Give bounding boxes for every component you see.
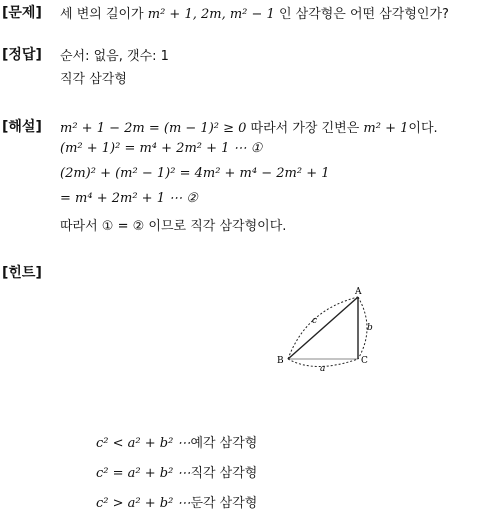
solution-line-1 [60,117,438,136]
solution-line-3: (2m)² + (m² − 1)² = 4m² + m⁴ − 2m² + 1 [60,166,330,181]
problem-text-after: 인 삼각형은 어떤 삼각형인가? [274,7,449,22]
problem-text-before: 세 변의 길이가 [60,7,148,22]
solution-line-2: (m² + 1)² = m⁴ + 2m² + 1 ⋯ ① [60,141,263,156]
arc-b [358,297,367,359]
answer-line-1: 순서: 없음, 갯수: 1 [60,49,169,64]
hint-label: [힌트] [2,265,42,281]
hint-rule-right [96,462,257,481]
answer-label: [정답] [2,47,42,63]
solution-line-1-text: 따라서 가장 긴변은 [246,121,364,136]
solution-line-4: = m⁴ + 2m² + 1 ⋯ ② [60,191,198,206]
solution-line-1-math: m² + 1 − 2m = (m − 1)² ≥ 0 [60,121,247,136]
vertex-b-label: B [277,356,284,366]
hint-rule-obtuse-math: c² > a² + b² ⋯ [96,496,191,511]
right-triangle-figure [270,282,380,374]
solution-line-1-text2: 이다. [408,121,438,136]
hint-rule-acute-text: 예각 삼각형 [190,436,258,451]
hint-rule-right-math: c² = a² + b² ⋯ [96,466,191,481]
solution-label: [해설] [2,119,42,135]
hint-rule-acute [96,432,257,451]
side-ab-line [288,297,358,359]
side-a-label: a [320,364,326,374]
hint-rule-obtuse [96,492,257,511]
problem-statement [60,3,449,22]
hint-rule-right-text: 직각 삼각형 [190,466,258,481]
problem-label: [문제] [2,5,42,21]
side-c-label: c [312,316,318,326]
solution-line-1-math2: m² + 1 [363,121,409,136]
answer-line-2: 직각 삼각형 [60,72,127,87]
hint-rule-acute-math: c² < a² + b² ⋯ [96,436,191,451]
side-b-label: b [367,323,373,333]
vertex-c-label: C [361,356,368,366]
problem-math: m² + 1, 2m, m² − 1 [147,7,275,22]
vertex-a-label: A [355,287,362,297]
solution-line-5: 따라서 ① = ② 이므로 직각 삼각형이다. [60,219,287,234]
hint-rule-obtuse-text: 둔각 삼각형 [190,496,258,511]
